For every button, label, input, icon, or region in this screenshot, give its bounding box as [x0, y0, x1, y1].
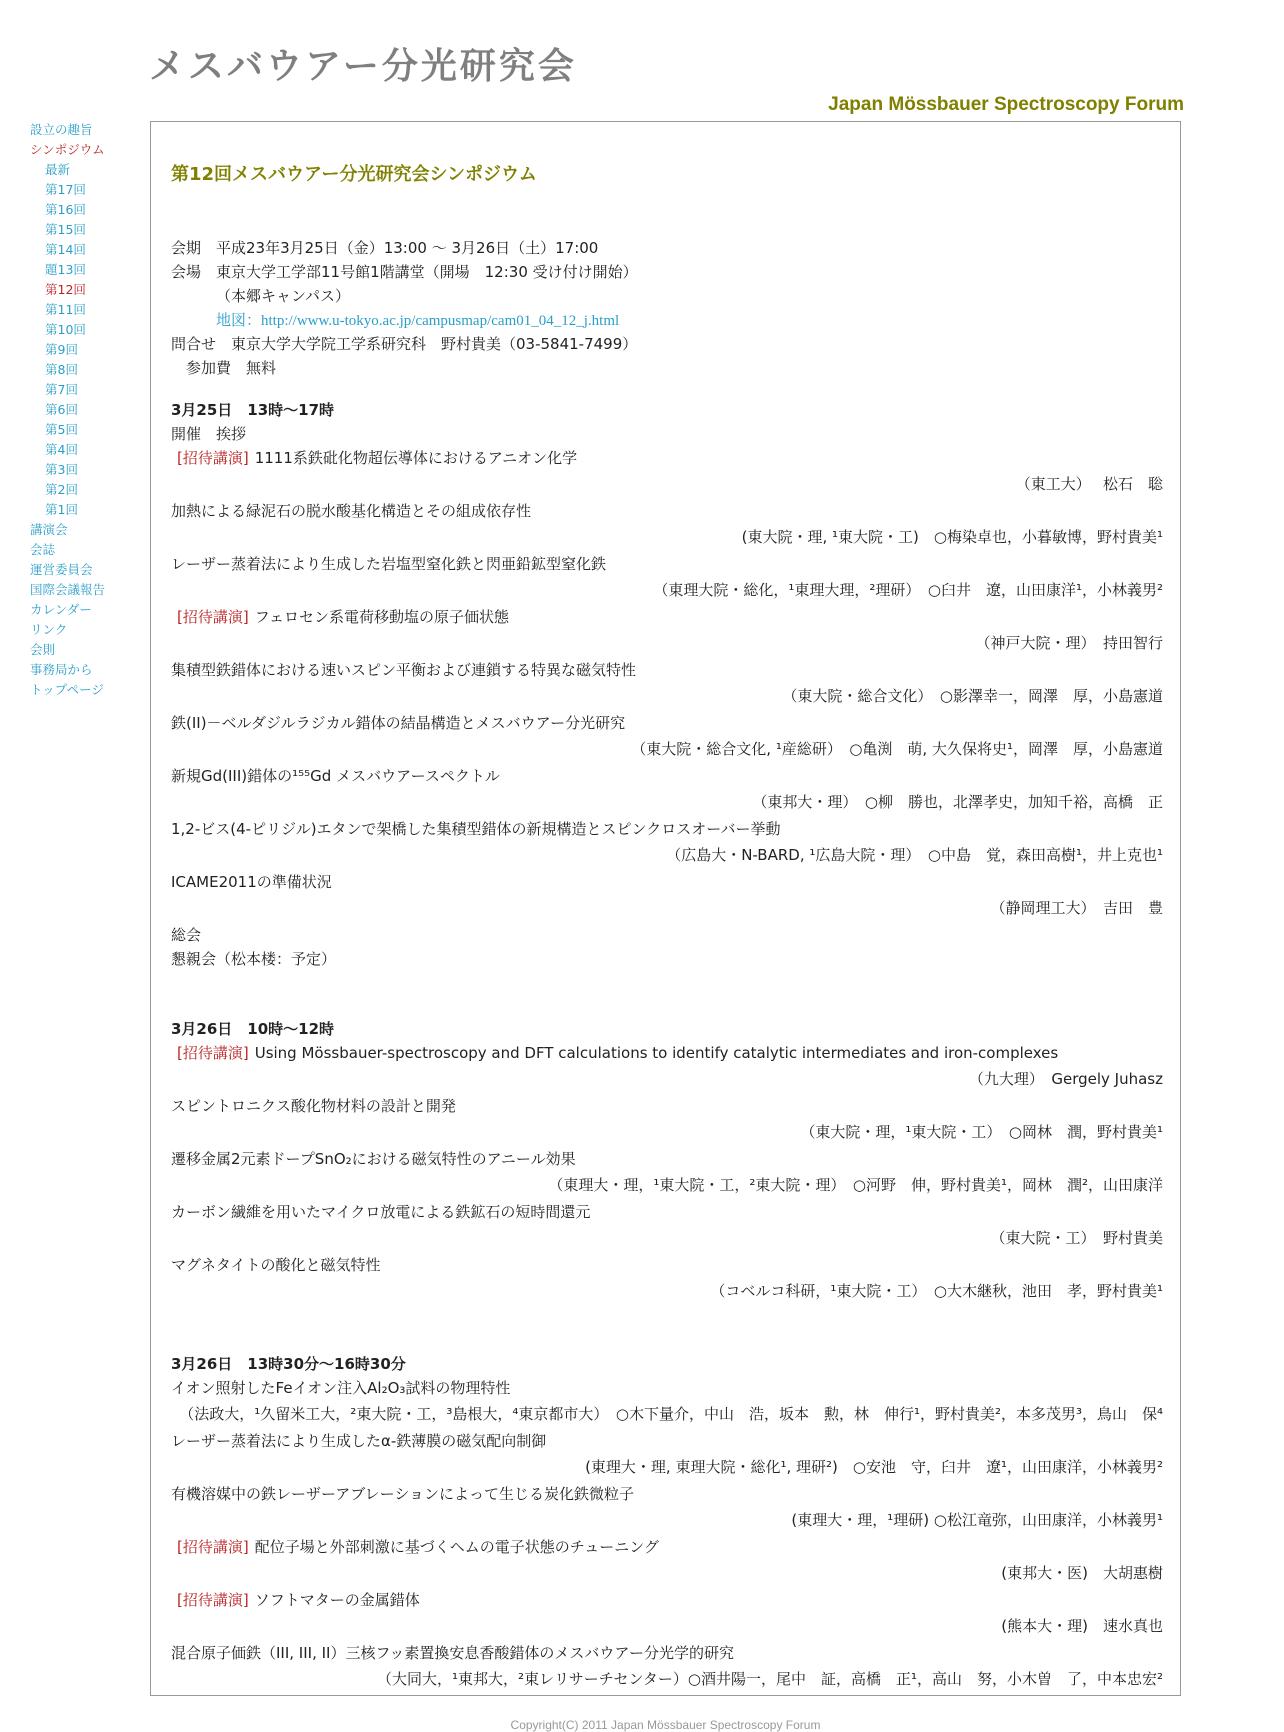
- talk-authors: (東大院・理, ¹東大院・工) ○梅染卓也，小暮敏博，野村貴美¹: [741, 528, 1163, 546]
- talk-title: [171, 1041, 1163, 1065]
- talk-title: [171, 605, 1163, 629]
- talk-title-text: Using Mössbauer-spectroscopy and DFT calculations to identify catalytic intermediates and iron-complexes: [254, 1044, 1059, 1062]
- talk-title-text: 有機溶媒中の鉄レーザーアブレーションによって生じる炭化鉄微粒子: [171, 1485, 635, 1503]
- talk-title: [171, 1641, 1163, 1665]
- sidebar-item[interactable]: カレンダー: [30, 602, 92, 617]
- talk-title: [171, 711, 1163, 735]
- sidebar-item[interactable]: 第2回: [45, 482, 78, 497]
- sidebar-item[interactable]: 第11回: [45, 302, 86, 317]
- sidebar-item[interactable]: シンポジウム: [30, 142, 105, 157]
- talk-title-text: 1111系鉄砒化物超伝導体におけるアニオン化学: [254, 449, 578, 467]
- talk-authors: (熊本大・理) 速水真也: [1001, 1617, 1163, 1635]
- site-title: メスバウアー分光研究会: [149, 46, 577, 87]
- talk-title-text: イオン照射したFeイオン注入Al₂O₃試料の物理特性: [171, 1379, 511, 1397]
- invited-label: [招待講演]: [177, 608, 249, 626]
- talk-title: [171, 1253, 1163, 1277]
- talk-authors: （東工大） 松石 聡: [1015, 475, 1163, 493]
- talk-authors: (東理大・理，¹理研) ○松江竜弥，山田康洋，小林義男¹: [791, 1511, 1163, 1529]
- sidebar-item[interactable]: 第4回: [45, 442, 78, 457]
- talk-title-text: レーザー蒸着法により生成した岩塩型窒化鉄と閃亜鉛鉱型窒化鉄: [171, 555, 607, 573]
- talk-title: [171, 552, 1163, 576]
- session-heading: 3月26日 10時～12時: [171, 1020, 335, 1038]
- map-label: 地図：: [216, 311, 262, 329]
- talk-title-text: ソフトマターの金属錯体: [254, 1591, 420, 1609]
- invited-label: [招待講演]: [177, 1044, 249, 1062]
- session-closing: 懇親会（松本楼：予定）: [171, 950, 337, 968]
- session-closing: 総会: [171, 926, 202, 944]
- main-content-box: [150, 121, 1181, 1696]
- sidebar-item[interactable]: 事務局から: [30, 662, 93, 677]
- talk-title: [171, 1482, 1163, 1506]
- talk-authors: （東大院・工） 野村貴美: [990, 1229, 1163, 1247]
- sidebar-item[interactable]: 第7回: [45, 382, 78, 397]
- sidebar-item[interactable]: 最新: [45, 162, 71, 177]
- talk-title: [171, 764, 1163, 788]
- talk-title-text: ICAME2011の準備状況: [171, 873, 332, 891]
- talk-authors: （東理大院・総化，¹東理大理，²理研） ○臼井 遼，山田康洋¹，小林義男²: [653, 581, 1163, 599]
- content: [171, 160, 1163, 1694]
- talk-title: [171, 1376, 1163, 1400]
- talk-title: [171, 499, 1163, 523]
- sidebar-item[interactable]: 第10回: [45, 322, 86, 337]
- talk-title-text: 混合原子価鉄（III, III, II）三核フッ素置換安息香酸錯体のメスバウアー分光学的研究: [171, 1644, 734, 1662]
- info-period: 会期 平成23年3月25日（金）13:00 ～ 3月26日（土）17:00: [171, 239, 599, 257]
- talk-title-text: 集積型鉄錯体における速いスピン平衡および連鎖する特異な磁気特性: [171, 661, 637, 679]
- talk-title-text: レーザー蒸着法により生成したα-鉄薄膜の磁気配向制御: [171, 1432, 547, 1450]
- info-map: [171, 308, 1163, 332]
- talk-authors: （大同大，¹東邦大，²東レリサーチセンター）○酒井陽一，尾中 証，高橋 正¹，高山 努，小木曽 了，中本忠宏²: [377, 1670, 1163, 1688]
- session-heading: 3月25日 13時～17時: [171, 401, 335, 419]
- talk-authors: （東大院・総合文化） ○影澤幸一，岡澤 厚，小島憲道: [782, 687, 1163, 705]
- sidebar-item[interactable]: 設立の趣旨: [30, 122, 93, 137]
- talk-title-text: 新規Gd(III)錯体の¹⁵⁵Gd メスバウアースペクトル: [171, 767, 500, 785]
- talk-authors: （広島大・N-BARD, ¹広島大院・理） ○中島 覚，森田高樹¹，井上克也¹: [666, 846, 1163, 864]
- sidebar-item[interactable]: トップページ: [30, 682, 104, 697]
- site-subtitle: Japan Mössbauer Spectroscopy Forum: [828, 94, 1184, 115]
- sidebar-nav: [30, 120, 160, 700]
- info-fee: 参加費 無料: [186, 359, 277, 377]
- info-contact: 問合せ 東京大学大学院工学系研究科 野村貴美（03-5841-7499）: [171, 335, 638, 353]
- sidebar-item[interactable]: 国際会議報告: [30, 582, 106, 597]
- talk-title-text: マグネタイトの酸化と磁気特性: [171, 1256, 381, 1274]
- talk-title: [171, 1429, 1163, 1453]
- sidebar-item[interactable]: 第5回: [45, 422, 78, 437]
- talk-authors: (東邦大・医) 大胡惠樹: [1001, 1564, 1163, 1582]
- info-venue: 会場 東京大学工学部11号館1階講堂（開場 12:30 受け付け開始）: [171, 263, 638, 281]
- talk-title: [171, 446, 1163, 470]
- talk-title-text: スピントロニクス酸化物材料の設計と開発: [171, 1097, 456, 1115]
- sidebar-item[interactable]: 会則: [30, 642, 56, 657]
- talk-title: [171, 1588, 1163, 1612]
- session-heading: 3月26日 13時30分～16時30分: [171, 1355, 406, 1373]
- talk-authors: （東邦大・理） ○柳 勝也，北澤孝史，加知千裕，高橋 正: [752, 793, 1163, 811]
- invited-label: [招待講演]: [177, 449, 249, 467]
- talk-title: [171, 1535, 1163, 1559]
- talk-title: [171, 1094, 1163, 1118]
- talk-authors: （静岡理工大） 吉田 豊: [990, 899, 1163, 917]
- sidebar-item[interactable]: 第8回: [45, 362, 78, 377]
- talk-title: [171, 1200, 1163, 1224]
- map-link[interactable]: http://www.u-tokyo.ac.jp/campusmap/cam01_04_12_j.html: [261, 313, 620, 329]
- invited-label: [招待講演]: [177, 1591, 249, 1609]
- talk-authors: （法政大，¹久留米工大，²東大院・工，³島根大，⁴東京都市大） ○木下量介，中山 浩，坂本 勲，林 伸行¹，野村貴美²，本多茂男³，鳥山 保⁴: [179, 1405, 1163, 1423]
- talk-authors: （九大理） Gergely Juhasz: [968, 1070, 1163, 1088]
- talk-authors: （神戸大院・理） 持田智行: [975, 634, 1163, 652]
- talk-title-text: 1,2-ビス(4-ピリジル)エタンで架橋した集積型錯体の新規構造とスピンクロスオーバー挙動: [171, 820, 781, 838]
- sidebar-item[interactable]: 第3回: [45, 462, 78, 477]
- sidebar-item[interactable]: 第15回: [45, 222, 86, 237]
- talk-title: [171, 1147, 1163, 1171]
- sidebar-item[interactable]: 第9回: [45, 342, 78, 357]
- talk-title-text: フェロセン系電荷移動塩の原子価状態: [254, 608, 509, 626]
- talk-authors: （東理大・理，¹東大院・工，²東大院・理） ○河野 伸，野村貴美¹，岡林 潤²，山田康洋: [548, 1176, 1163, 1194]
- sidebar-item[interactable]: 題13回: [45, 262, 86, 277]
- talk-authors: （コベルコ科研，¹東大院・工） ○大木継秋，池田 孝，野村貴美¹: [710, 1282, 1163, 1300]
- sidebar-item[interactable]: 第14回: [45, 242, 86, 257]
- program: [171, 380, 1163, 1694]
- talk-title-text: 鉄(II)－ベルダジルラジカル錯体の結晶構造とメスバウアー分光研究: [171, 714, 626, 732]
- sidebar-item[interactable]: 会誌: [30, 542, 56, 557]
- sidebar-item[interactable]: 第16回: [45, 202, 86, 217]
- session-line: 開催 挨拶: [171, 425, 247, 443]
- sidebar-item[interactable]: 第1回: [45, 502, 78, 517]
- sidebar-item[interactable]: 講演会: [30, 522, 68, 537]
- talk-title-text: カーボン繊維を用いたマイクロ放電による鉄鉱石の短時間還元: [171, 1203, 591, 1221]
- invited-label: [招待講演]: [177, 1538, 249, 1556]
- sidebar-item[interactable]: 第12回: [45, 282, 86, 297]
- talk-title-text: 加熱による緑泥石の脱水酸基化構造とその組成依存性: [171, 502, 532, 520]
- page-title: 第12回メスバウアー分光研究会シンポジウム: [171, 164, 537, 185]
- sidebar-item[interactable]: 第17回: [45, 182, 86, 197]
- talk-title: [171, 870, 1163, 894]
- talk-authors: （東大院・総合文化, ¹産総研） ○亀渕 萌, 大久保将史¹，岡澤 厚，小島憲道: [631, 740, 1163, 758]
- sidebar-item[interactable]: 第6回: [45, 402, 78, 417]
- talk-title-text: 遷移金属2元素ドープSnO₂における磁気特性のアニール効果: [171, 1150, 576, 1168]
- sidebar-item[interactable]: リンク: [30, 622, 68, 637]
- talk-title-text: 配位子場と外部刺激に基づくヘムの電子状態のチューニング: [254, 1538, 659, 1556]
- talk-title: [171, 658, 1163, 682]
- footer-copyright: Copyright(C) 2011 Japan Mössbauer Spectroscopy Forum: [510, 1718, 821, 1732]
- sidebar-item[interactable]: 運営委員会: [30, 562, 93, 577]
- talk-title: [171, 817, 1163, 841]
- talk-authors: (東理大・理, 東理大院・総化¹, 理研²) ○安池 守，臼井 遼¹，山田康洋，小林義男²: [585, 1458, 1163, 1476]
- info-campus: （本郷キャンパス）: [216, 287, 350, 305]
- talk-authors: （東大院・理，¹東大院・工） ○岡林 潤，野村貴美¹: [800, 1123, 1163, 1141]
